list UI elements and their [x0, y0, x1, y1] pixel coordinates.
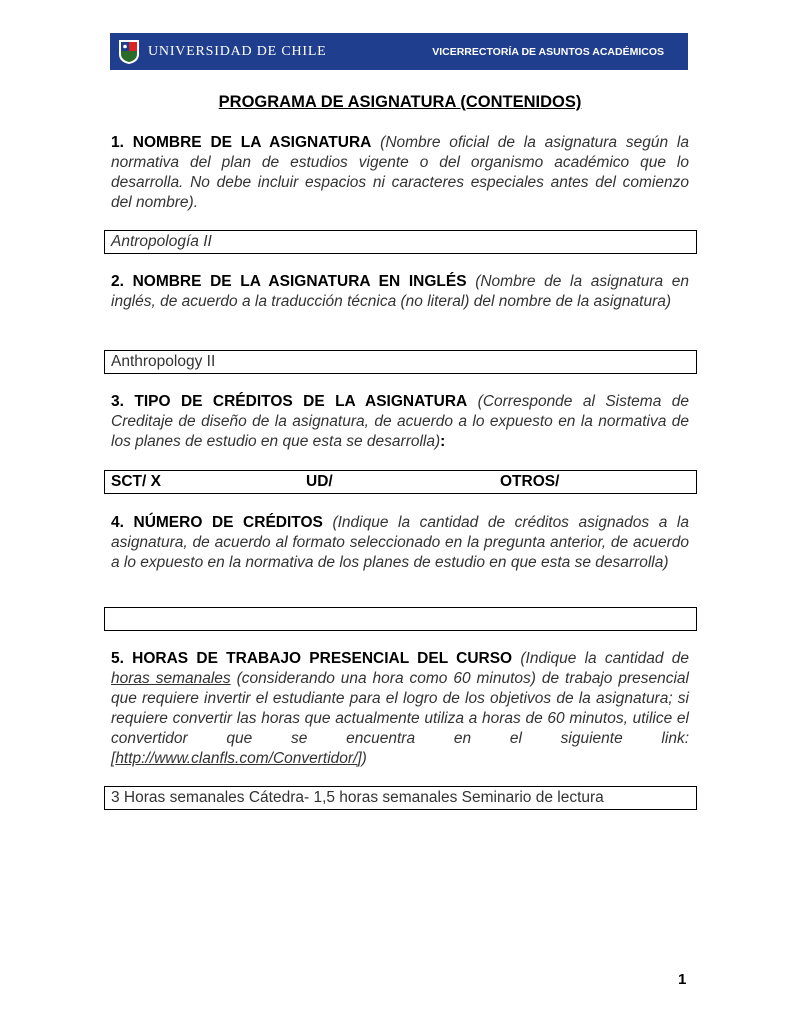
section-1-instruction: (Nombre oficial de la asignatura según la normativa del plan de estudios vigente o del organismo académico que lo desarrolla. No debe incluir espacios ni caracteres especiales antes del comienzo del nombre).	[111, 134, 689, 211]
section-5-instruction-b: (considerando una hora como 60 minutos) de trabajo presencial que requiere invertir el estudiante para el logro de los objetivos de la asignatura; si requiere convertir las horas que actualmente utiliza a horas de 60 minutos, utilice el convertidor que se encuentra en el siguiente link: [	[111, 670, 689, 767]
section-3-paragraph	[111, 392, 689, 452]
document-title: PROGRAMA DE ASIGNATURA (CONTENIDOS)	[218, 93, 582, 111]
page-number: 1	[678, 971, 687, 988]
section-3-instruction: (Corresponde al Sistema de Creditaje de diseño de la asignatura, de acuerdo a lo expuesto en la normativa de los planes de estudio en que esta se desarrolla)	[111, 393, 689, 450]
section-1-answer-box: Antropología II	[104, 230, 697, 254]
section-4-instruction: (Indique la cantidad de créditos asignados a la asignatura, de acuerdo al formato seleccionado en la pregunta anterior, de acuerdo a lo expuesto en la normativa de los planes de estudio en que esta se desarrolla)	[111, 514, 689, 571]
converter-link[interactable]: http://www.clanfls.com/Convertidor/	[115, 750, 358, 767]
section-5-instruction-underlined: horas semanales	[111, 670, 231, 687]
vice-rectorate-name: VICERRECTORÍA DE ASUNTOS ACADÉMICOS	[432, 45, 664, 58]
section-1-paragraph	[111, 133, 689, 213]
credit-option-ud: UD/	[306, 473, 333, 490]
section-3-colon: :	[440, 433, 446, 450]
section-2-heading: 2. NOMBRE DE LA ASIGNATURA EN INGLÉS	[111, 273, 467, 290]
section-5-paragraph	[111, 649, 689, 769]
header-banner	[110, 33, 688, 70]
section-5-heading: 5. HORAS DE TRABAJO PRESENCIAL DEL CURSO	[111, 650, 513, 667]
section-4-heading: 4. NÚMERO DE CRÉDITOS	[111, 514, 323, 531]
credit-option-sct: SCT/ X	[111, 473, 161, 490]
section-2-paragraph	[111, 272, 689, 312]
section-3-credit-type-box	[104, 470, 697, 494]
section-5-instruction-c: ])	[357, 750, 367, 767]
section-1-heading: 1. NOMBRE DE LA ASIGNATURA	[111, 134, 372, 151]
section-3-heading: 3. TIPO DE CRÉDITOS DE LA ASIGNATURA	[111, 393, 468, 410]
section-5-instruction-a: (Indique la cantidad de	[520, 650, 689, 667]
section-2-answer-box: Anthropology II	[104, 350, 697, 374]
credit-option-otros: OTROS/	[500, 473, 560, 490]
section-2-instruction: (Nombre de la asignatura en inglés, de acuerdo a la traducción técnica (no literal) del nombre de la asignatura)	[111, 273, 689, 310]
university-crest-icon	[118, 39, 140, 65]
section-4-paragraph	[111, 513, 689, 573]
section-4-answer-box	[104, 607, 697, 631]
section-5-answer-box: 3 Horas semanales Cátedra- 1,5 horas semanales Seminario de lectura	[104, 786, 697, 810]
university-brand	[118, 39, 327, 65]
university-name: UNIVERSIDAD DE CHILE	[148, 43, 327, 59]
